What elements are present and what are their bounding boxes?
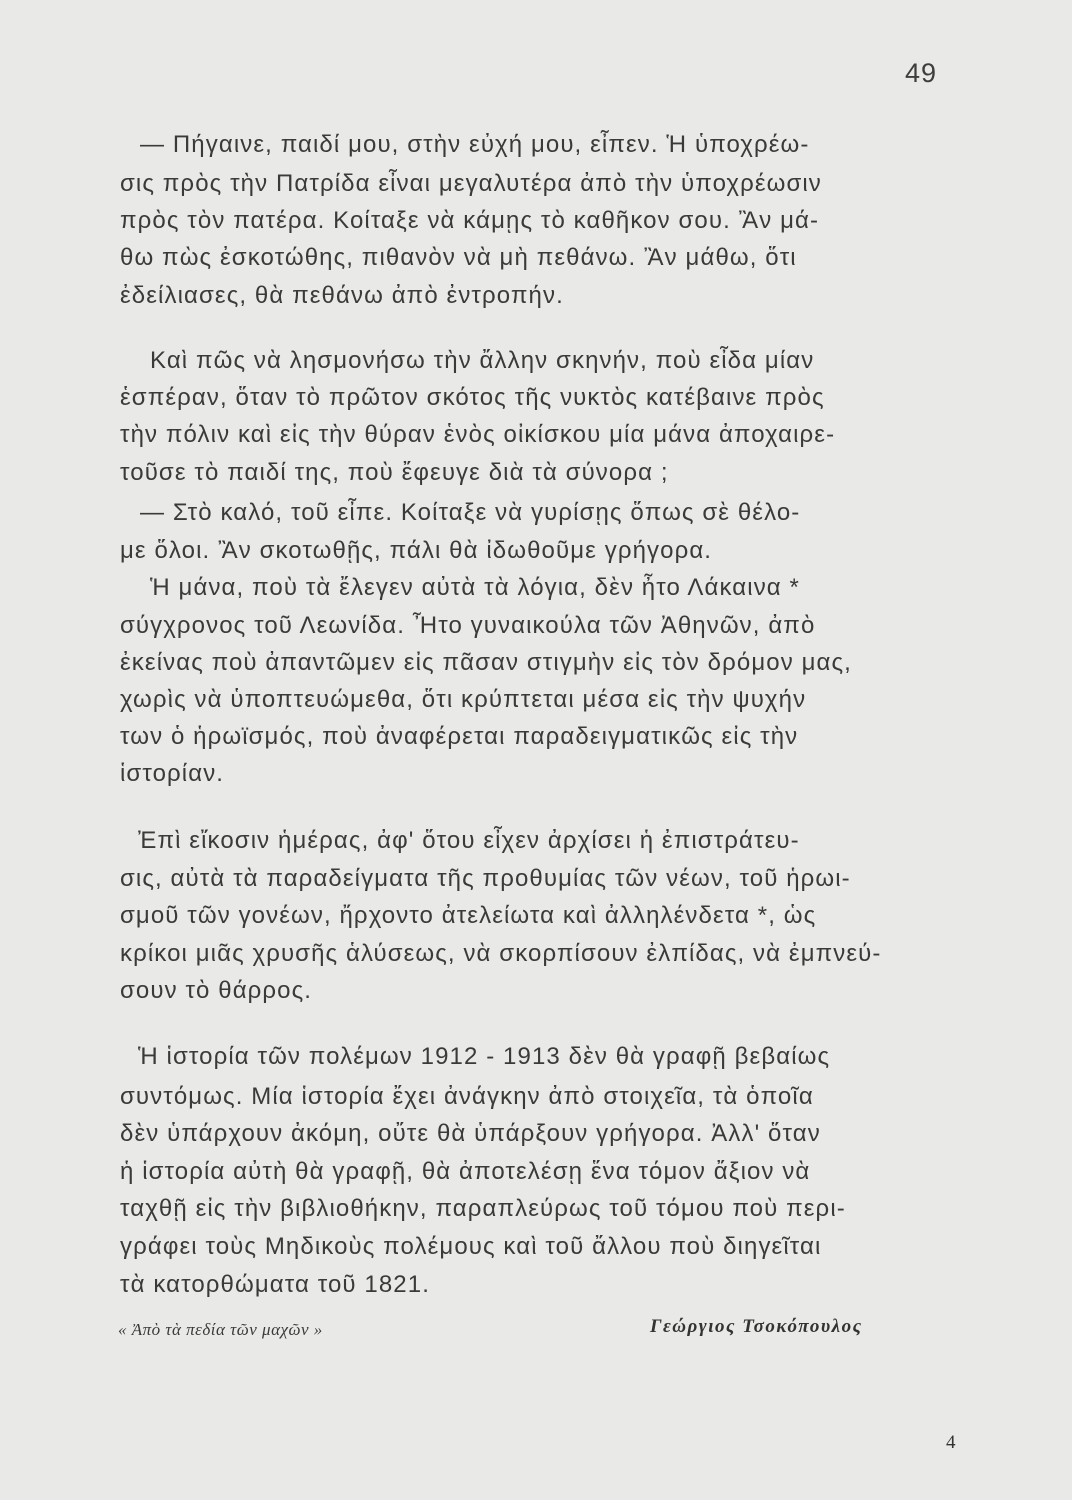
text-line: σύγχρονος τοῦ Λεωνίδα. Ἦτο γυναικούλα τῶν Ἀθηνῶν, ἀπὸ <box>120 612 816 639</box>
text-line: ἐδείλιασες, θὰ πεθάνω ἀπὸ ἐντροπήν. <box>120 282 564 309</box>
text-line: Ἡ μάνα, ποὺ τὰ ἔλεγεν αὐτὰ τὰ λόγια, δὲν ἦτο Λάκαινα * <box>150 574 800 601</box>
text-line: των ὁ ἡρωϊσμός, ποὺ ἀναφέρεται παραδειγματικῶς εἰς τὴν <box>120 723 799 750</box>
text-line: — Πήγαινε, παιδί μου, στὴν εὐχή μου, εἶπεν. Ἡ ὑποχρέω- <box>140 131 810 158</box>
text-line: Καὶ πῶς νὰ λησμονήσω τὴν ἄλλην σκηνήν, ποὺ εἶδα μίαν <box>150 347 815 374</box>
text-line: δὲν ὑπάρχουν ἀκόμη, οὔτε θὰ ὑπάρξουν γρήγορα. Ἀλλ' ὅταν <box>120 1120 821 1147</box>
text-line: με ὅλοι. Ἂν σκοτωθῇς, πάλι θὰ ἰδωθοῦμε γρήγορα. <box>120 537 713 564</box>
text-line: πρὸς τὸν πατέρα. Κοίταξε νὰ κάμῃς τὸ καθῆκον σου. Ἂν μά- <box>120 207 820 234</box>
text-line: συντόμως. Μία ἱστορία ἔχει ἀνάγκην ἀπὸ στοιχεῖα, τὰ ὁποῖα <box>120 1083 814 1110</box>
text-line: τοῦσε τὸ παιδί της, ποὺ ἔφευγε διὰ τὰ σύνορα ; <box>120 459 669 486</box>
text-line: τὰ κατορθώματα τοῦ 1821. <box>120 1271 430 1298</box>
text-line: κρίκοι μιᾶς χρυσῆς ἁλύσεως, νὰ σκορπίσουν ἐλπίδας, νὰ ἐμπνεύ- <box>120 940 882 967</box>
text-line: ταχθῇ εἰς τὴν βιβλιοθήκην, παραπλεύρως τοῦ τόμου ποὺ περι- <box>120 1195 846 1222</box>
text-line: σουν τὸ θάρρος. <box>120 977 313 1004</box>
text-line: σμοῦ τῶν γονέων, ἤρχοντο ἀτελείωτα καὶ ἀλληλένδετα *, ὡς <box>120 902 817 929</box>
text-line: ἱστορίαν. <box>120 760 225 787</box>
text-line: χωρὶς νὰ ὑποπτευώμεθα, ὅτι κρύπτεται μέσα εἰς τὴν ψυχήν <box>120 686 807 713</box>
text-line: θω πὼς ἐσκοτώθης, πιθανὸν νὰ μὴ πεθάνω. Ἂν μάθω, ὅτι <box>120 244 797 271</box>
text-line: ἐκείνας ποὺ ἀπαντῶμεν εἰς πᾶσαν στιγμὴν εἰς τὸν δρόμον μας, <box>120 649 852 676</box>
text-line: σις, αὐτὰ τὰ παραδείγματα τῆς προθυμίας τῶν νέων, τοῦ ἡρωι- <box>120 865 851 892</box>
text-line: γράφει τοὺς Μηδικοὺς πολέμους καὶ τοῦ ἄλλου ποὺ διηγεῖται <box>120 1233 822 1260</box>
page-number: 49 <box>905 58 938 88</box>
text-line: — Στὸ καλό, τοῦ εἶπε. Κοίταξε νὰ γυρίσῃς ὅπως σὲ θέλο- <box>140 499 801 526</box>
text-line: ἑσπέραν, ὅταν τὸ πρῶτον σκότος τῆς νυκτὸς κατέβαινε πρὸς <box>120 384 825 411</box>
signature-number: 4 <box>946 1432 956 1453</box>
text-line: τὴν πόλιν καὶ εἰς τὴν θύραν ἑνὸς οἰκίσκου μία μάνα ἀποχαιρε- <box>120 421 836 448</box>
text-line: ἡ ἱστορία αὐτὴ θὰ γραφῇ, θὰ ἀποτελέσῃ ἕνα τόμον ἄξιον νὰ <box>120 1158 811 1185</box>
text-line: Ἡ ἱστορία τῶν πολέμων 1912 - 1913 δὲν θὰ γραφῇ βεβαίως <box>138 1043 831 1070</box>
source-citation: « Ἀπὸ τὰ πεδία τῶν μαχῶν » <box>118 1320 323 1339</box>
text-line: σις πρὸς τὴν Πατρίδα εἶναι μεγαλυτέρα ἀπὸ τὴν ὑποχρέωσιν <box>120 170 822 197</box>
author-name: Γεώργιος Τσοκόπουλος <box>650 1316 863 1337</box>
text-line: Ἐπὶ εἴκοσιν ἡμέρας, ἀφ' ὅτου εἶχεν ἀρχίσει ἡ ἐπιστράτευ- <box>138 827 800 854</box>
